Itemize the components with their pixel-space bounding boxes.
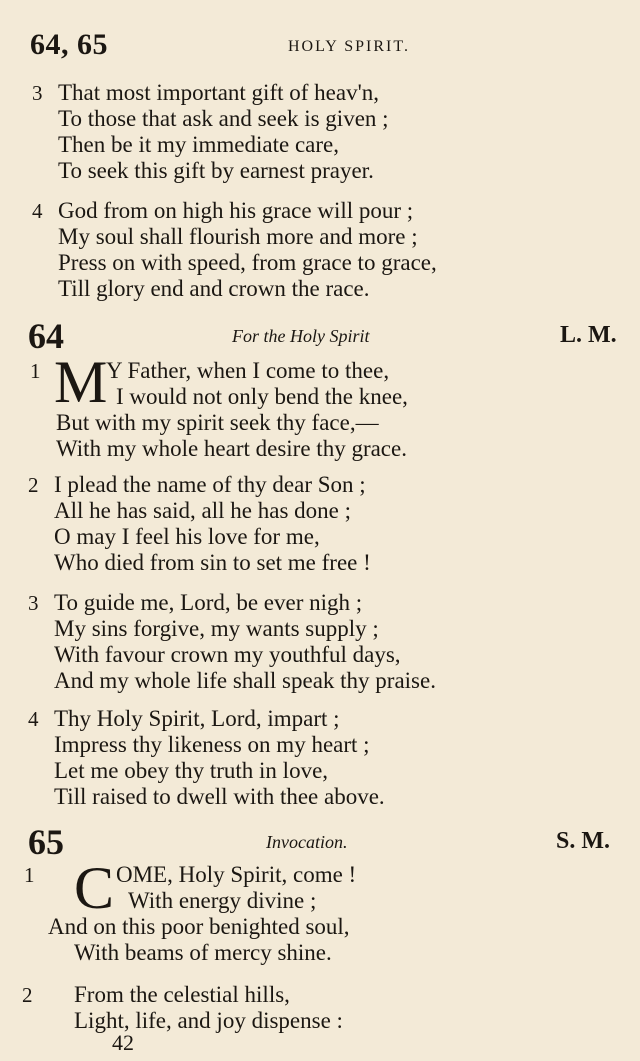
verse-line: Then be it my immediate care, <box>58 132 339 157</box>
verse-line: I plead the name of thy dear Son ; <box>54 472 366 497</box>
hymn-number: 64 <box>28 316 64 356</box>
stanza-number: 4 <box>32 199 43 223</box>
stanza-number: 4 <box>28 707 39 731</box>
verse-line: O may I feel his love for me, <box>54 524 320 549</box>
verse-line: And my whole life shall speak thy praise. <box>54 668 436 693</box>
verse-line: To those that ask and seek is given ; <box>58 106 389 131</box>
stanza-number: 1 <box>30 359 41 383</box>
drop-cap: C <box>74 855 115 921</box>
verse-line: From the celestial hills, <box>74 982 290 1007</box>
verse-line: Till glory end and crown the race. <box>58 276 370 301</box>
hymn-number: 65 <box>28 822 64 862</box>
verse-line: Let me obey thy truth in love, <box>54 758 329 783</box>
verse-line: That most important gift of heav'n, <box>58 80 379 105</box>
verse-line: My sins forgive, my wants supply ; <box>54 616 379 641</box>
verse-line: Y Father, when I come to thee, <box>106 358 390 383</box>
stanza-number: 1 <box>24 863 35 887</box>
page-number: 42 <box>112 1030 134 1055</box>
verse-line: With beams of mercy shine. <box>74 940 332 965</box>
hymn-meter: S. M. <box>556 828 610 854</box>
verse-line: But with my spirit seek thy face,— <box>56 410 379 435</box>
verse-line: All he has said, all he has done ; <box>54 498 352 523</box>
hymn-title: For the Holy Spirit <box>232 326 370 346</box>
verse-line: With my whole heart desire thy grace. <box>56 436 407 461</box>
stanza-number: 2 <box>28 473 39 497</box>
running-title: HOLY SPIRIT. <box>288 38 410 55</box>
verse-line: To seek this gift by earnest prayer. <box>58 158 374 183</box>
verse-line: Impress thy likeness on my heart ; <box>54 732 370 757</box>
verse-line: With energy divine ; <box>128 888 317 913</box>
verse-line: God from on high his grace will pour ; <box>58 198 414 223</box>
verse-line: Till raised to dwell with thee above. <box>54 784 385 809</box>
page-header <box>30 28 620 64</box>
verse-line: Thy Holy Spirit, Lord, impart ; <box>54 706 340 731</box>
verse-line: To guide me, Lord, be ever nigh ; <box>54 590 363 615</box>
stanza-number: 2 <box>22 983 33 1007</box>
page-range: 64, 65 <box>30 28 108 61</box>
verse-line: My soul shall flourish more and more ; <box>58 224 418 249</box>
hymn-title: Invocation. <box>266 832 348 852</box>
verse-line: OME, Holy Spirit, come ! <box>116 862 357 887</box>
verse-line: I would not only bend the knee, <box>116 384 408 409</box>
stanza-number: 3 <box>32 81 43 105</box>
hymn-meter: L. M. <box>560 322 617 348</box>
stanza-number: 3 <box>28 591 39 615</box>
verse-line: And on this poor benighted soul, <box>48 914 350 939</box>
drop-cap: M <box>54 349 108 415</box>
verse-line: With favour crown my youthful days, <box>54 642 401 667</box>
verse-line: Who died from sin to set me free ! <box>54 550 371 575</box>
verse-line: Press on with speed, from grace to grace, <box>58 250 437 275</box>
verse-line: Light, life, and joy dispense : <box>74 1008 343 1033</box>
